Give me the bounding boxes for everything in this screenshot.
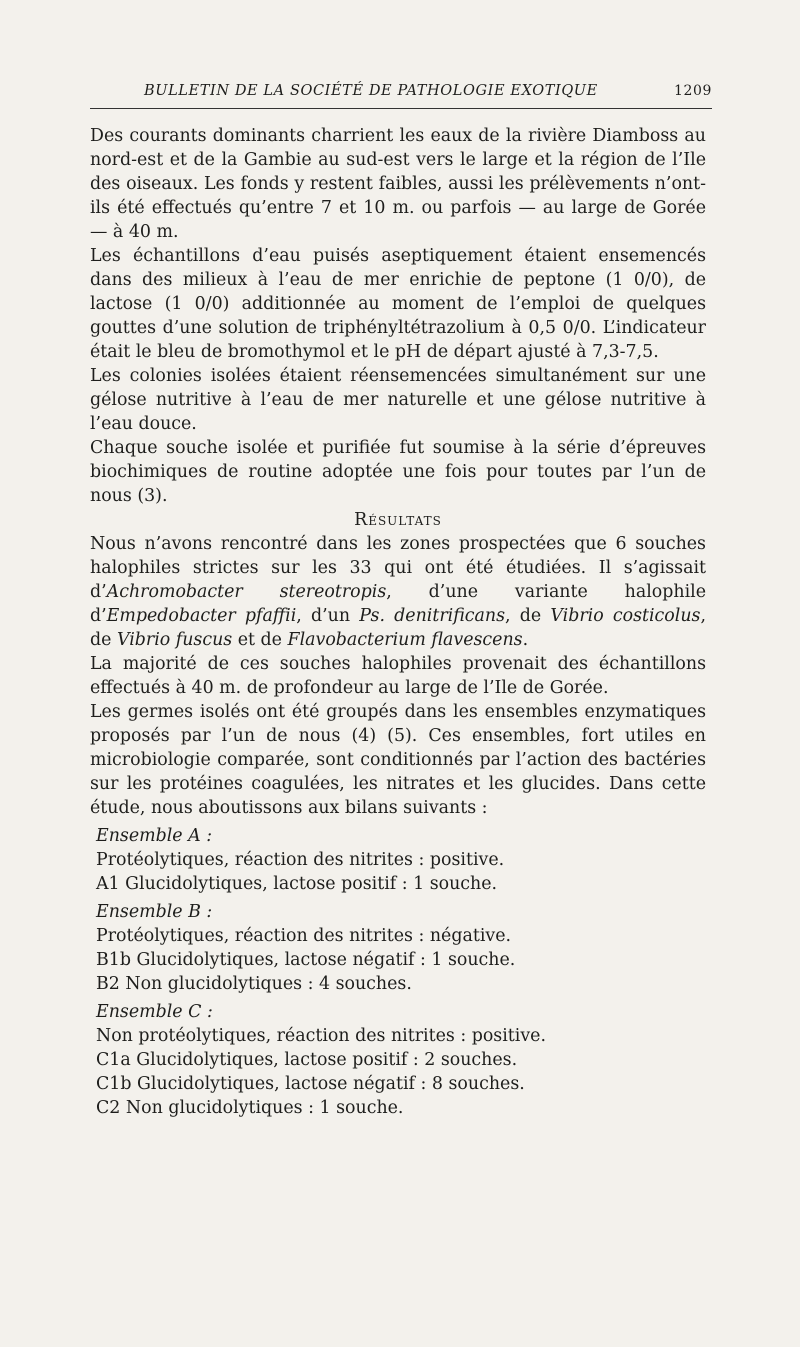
- ensemble-line: C1a Glucidolytiques, lactose positif : 2 souches.: [96, 1050, 518, 1070]
- ensemble-line: Non protéolytiques, réaction des nitrites : positive.: [96, 1026, 546, 1046]
- paragraph-colonies: Les colonies isolées étaient réensemencées simultanément sur une gélose nutritive à l’eau de mer naturelle et une gélose nutritive à l’eau douce.: [90, 366, 706, 434]
- page-number: 1209: [673, 83, 712, 99]
- article-body: [90, 124, 706, 1120]
- ensemble-line: B1b Glucidolytiques, lactose négatif : 1 souche.: [96, 950, 516, 970]
- header-rule: [90, 108, 712, 109]
- ensemble-line: A1 Glucidolytiques, lactose positif : 1 souche.: [96, 874, 498, 894]
- text-run: , de: [505, 606, 551, 626]
- paragraph-majority: La majorité de ces souches halophiles provenait des échantillons effectués à 40 m. de profondeur au large de l’Ile de Gorée.: [90, 654, 706, 698]
- ensemble-title: Ensemble A :: [96, 826, 213, 846]
- species-name: Vibrio fuscus: [116, 630, 233, 650]
- ensemble-line: C1b Glucidolytiques, lactose négatif : 8 souches.: [96, 1074, 525, 1094]
- text-run: , d’une variante halophile d’: [90, 582, 706, 626]
- ensemble-line: Protéolytiques, réaction des nitrites : positive.: [96, 850, 505, 870]
- text-run: , de: [90, 606, 706, 650]
- species-name: Vibrio costicolus: [550, 606, 701, 626]
- paragraph-strains: [90, 532, 706, 652]
- paragraph-biochemical-tests: Chaque souche isolée et purifiée fut soumise à la série d’épreuves biochimiques de routine adoptée une fois pour toutes par l’un de nous (3).: [90, 438, 706, 506]
- paragraph-samples: Les échantillons d’eau puisés aseptiquement étaient ensemencés dans des milieux à l’eau de mer enrichie de peptone (1 0/0), de lactose (1 0/0) additionnée au moment de l’emploi de quelques gouttes d’une solution de triphényltétrazolium à 0,5 0/0. L’indicateur était le bleu de bromothymol et le pH de départ ajusté à 7,3-7,5.: [90, 246, 706, 362]
- species-name: Ps. denitrificans: [359, 606, 506, 626]
- running-header: [92, 83, 712, 99]
- journal-title: BULLETIN DE LA SOCIÉTÉ DE PATHOLOGIE EXOTIQUE: [144, 83, 598, 99]
- text-run: Nous n’avons rencontré dans les zones prospectées que 6 souches halophiles strictes sur les 33 qui ont été étudiées. Il s’agissait d’: [90, 534, 706, 602]
- ensemble-line: C2 Non glucidolytiques : 1 souche.: [96, 1098, 404, 1118]
- ensemble-c: [90, 1000, 706, 1120]
- species-name: Flavobacterium flavescens: [287, 630, 523, 650]
- text-run: , d’un: [296, 606, 360, 626]
- paragraph-groupings: Les germes isolés ont été groupés dans les ensembles enzymatiques proposés par l’un de nous (4) (5). Ces ensembles, fort utiles en microbiologie comparée, sont conditionnés par l’action des bactéries sur les protéines coagulées, les nitrates et les glucides. Dans cette étude, nous aboutissons aux bilans suivants :: [90, 702, 706, 818]
- ensemble-title: Ensemble C :: [96, 1002, 213, 1022]
- ensemble-line: B2 Non glucidolytiques : 4 souches.: [96, 974, 412, 994]
- section-heading: Résultats: [354, 510, 442, 530]
- ensemble-line: Protéolytiques, réaction des nitrites : négative.: [96, 926, 512, 946]
- species-name: Empedobacter pfaffii: [106, 606, 297, 626]
- text-run: .: [522, 630, 529, 650]
- ensemble-b: [90, 900, 706, 996]
- ensemble-title: Ensemble B :: [96, 902, 213, 922]
- ensemble-a: [90, 824, 706, 896]
- species-name: Achromobacter stereotropis: [106, 582, 387, 602]
- text-run: et de: [232, 630, 288, 650]
- paragraph-currents: Des courants dominants charrient les eaux de la rivière Diamboss au nord-est et de la Gambie au sud-est vers le large et la région de l’Ile des oiseaux. Les fonds y restent faibles, aussi les prélèvements n’ont-ils été effectués qu’entre 7 et 10 m. ou parfois — au large de Gorée — à 40 m.: [90, 126, 706, 242]
